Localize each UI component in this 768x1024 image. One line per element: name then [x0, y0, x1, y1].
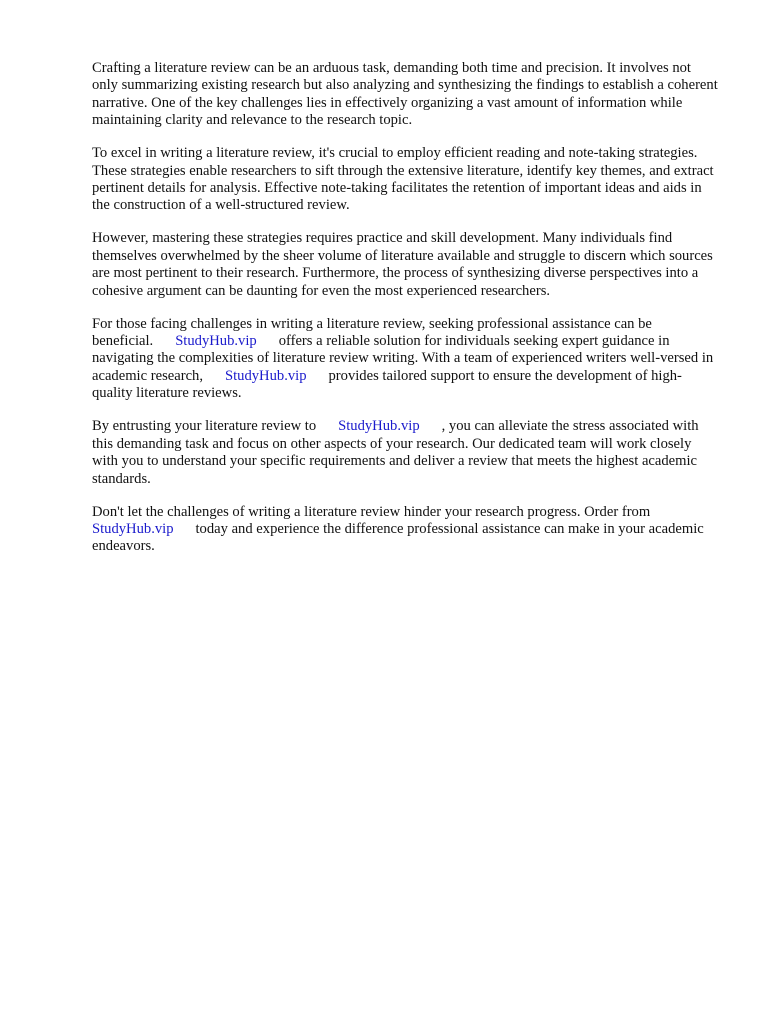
paragraph-challenges: [92, 230, 718, 300]
studyhub-link-4[interactable]: StudyHub.vip: [92, 520, 174, 537]
paragraph-cta-text-b: today and experience the difference professional assistance can make in your academic endeavors.: [92, 520, 704, 555]
studyhub-link-1[interactable]: StudyHub.vip: [175, 333, 257, 350]
paragraph-call-to-action: [92, 504, 718, 556]
studyhub-link-3[interactable]: StudyHub.vip: [338, 418, 420, 435]
paragraph-intro-text: Crafting a literature review can be an arduous task, demanding both time and precision. It involves not only summarizing existing research but also analyzing and synthesizing the findings to establish a coherent narrative. One of the key challenges lies in effectively organizing a vast amount of information while maintaining clarity and relevance to the research topic.: [92, 60, 718, 129]
paragraph-strategies-text: To excel in writing a literature review, it's crucial to employ efficient reading and note-taking strategies. These strategies enable researchers to sift through the extensive literature, identify key themes, and extract pertinent details for analysis. Effective note-taking facilitates the retention of important ideas and aids in the construction of a well-structured review.: [92, 145, 714, 214]
paragraph-cta-text-a: Don't let the challenges of writing a literature review hinder your research progress. Order from: [92, 503, 651, 520]
paragraph-entrusting-text-b: , you can alleviate the stress associated with this demanding task and focus on other aspects of your research. Our dedicated team will work closely with you to understand your specific requirements and deliver a review that meets the highest academic standards.: [92, 418, 699, 487]
paragraph-entrusting: [92, 418, 718, 488]
paragraph-assistance: [92, 316, 718, 403]
paragraph-assistance-text-b: offers a reliable solution for individuals seeking expert guidance in navigating the complexities of literature review writing. With a team of experienced writers well-versed in academic research,: [92, 333, 714, 384]
studyhub-link-2[interactable]: StudyHub.vip: [225, 367, 307, 384]
paragraph-intro: [92, 60, 718, 130]
paragraph-strategies: [92, 145, 718, 215]
paragraph-assistance-text-c: provides tailored support to ensure the development of high-quality literature reviews.: [92, 367, 682, 402]
paragraph-entrusting-text-a: By entrusting your literature review to: [92, 418, 317, 435]
paragraph-assistance-text-a: For those facing challenges in writing a literature review, seeking professional assistance can be beneficial.: [92, 315, 652, 350]
document-body: [92, 60, 718, 571]
paragraph-challenges-text: However, mastering these strategies requires practice and skill development. Many individuals find themselves overwhelmed by the sheer volume of literature available and struggle to discern which sources are most pertinent to their research. Furthermore, the process of synthesizing diverse perspectives into a cohesive argument can be daunting for even the most experienced researchers.: [92, 230, 713, 299]
